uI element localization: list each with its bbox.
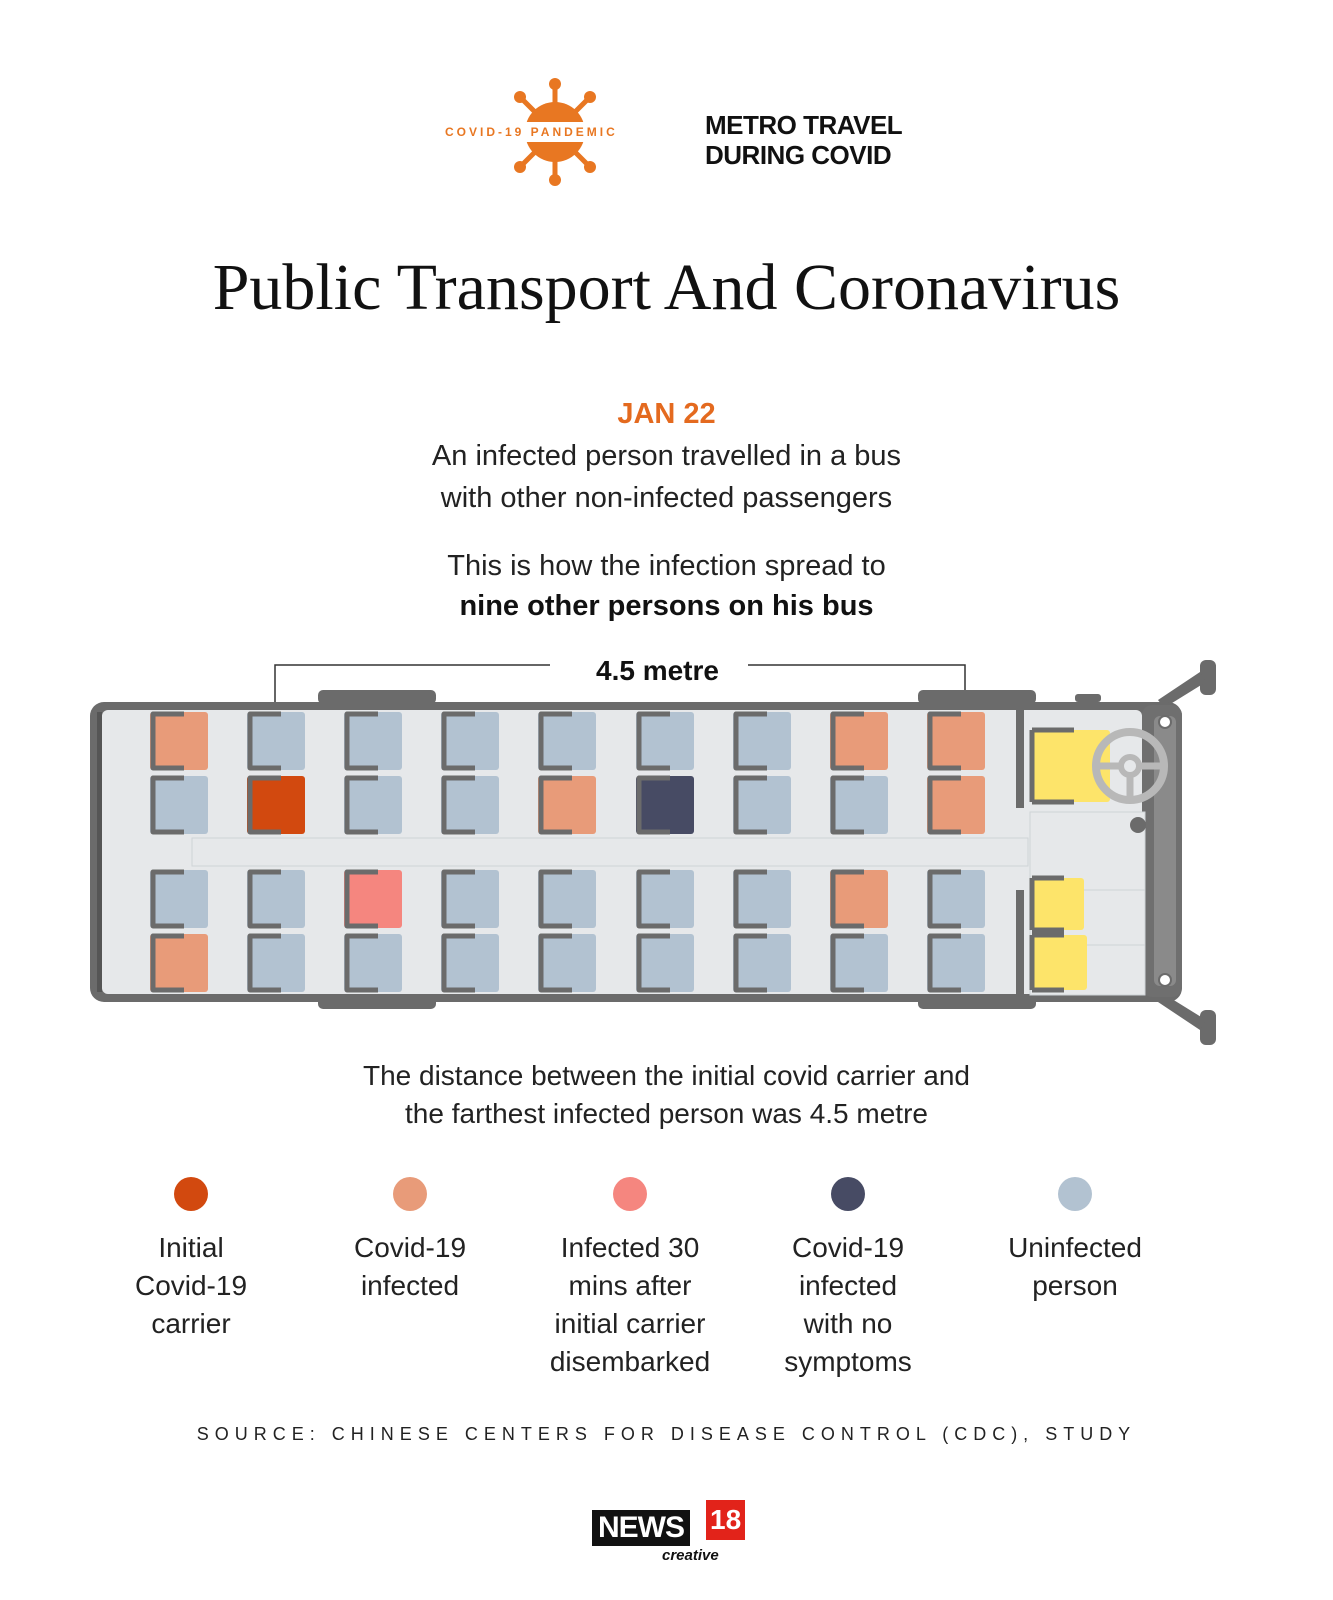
seat-uninfected <box>538 934 596 992</box>
seat-uninfected <box>636 934 694 992</box>
seat-uninfected <box>927 934 985 992</box>
intro-line-1: An infected person travelled in a bus <box>431 440 902 472</box>
legend-label: infected <box>798 1270 898 1301</box>
legend-label: infected <box>360 1270 460 1301</box>
series-title-line2: DURING COVID <box>705 140 892 170</box>
seat-infected_30 <box>344 870 402 928</box>
legend-dot-infected-30 <box>613 1177 647 1211</box>
seat-infected <box>538 776 596 834</box>
seat-uninfected <box>344 934 402 992</box>
legend-item-uninfected <box>965 1177 1185 1305</box>
legend-label: initial carrier <box>554 1308 706 1339</box>
legend-label: Covid-19 <box>791 1232 905 1263</box>
seat-infected <box>927 712 985 770</box>
legend-label: disembarked <box>549 1346 711 1377</box>
logo-number: 18 <box>706 1500 745 1540</box>
seat-infected <box>830 870 888 928</box>
bus-diagram <box>0 660 1333 1060</box>
legend-dot-infected <box>393 1177 427 1211</box>
legend-item-asymptomatic <box>738 1177 958 1381</box>
spread-line-2: nine other persons on his bus <box>459 590 874 622</box>
seat-uninfected <box>344 776 402 834</box>
page-title: Public Transport And Coronavirus <box>212 251 1121 324</box>
legend-dot-asymptomatic <box>831 1177 865 1211</box>
logo-tagline: creative <box>662 1547 719 1564</box>
seat-infected <box>150 934 208 992</box>
seat-uninfected <box>636 870 694 928</box>
distance-label: 4.5 metre <box>596 655 719 686</box>
seat-uninfected <box>830 776 888 834</box>
intro-line-2: with other non-infected passengers <box>440 482 893 514</box>
legend-label: mins after <box>568 1270 692 1301</box>
legend-label: Covid-19 <box>353 1232 467 1263</box>
seat-uninfected <box>247 934 305 992</box>
front-seat-2 <box>1032 935 1087 990</box>
caption-line-2: the farthest infected person was 4.5 metre <box>405 1098 928 1129</box>
seat-uninfected <box>733 934 791 992</box>
legend-item-carrier <box>81 1177 301 1343</box>
logo-news: NEWS <box>592 1510 690 1546</box>
legend-dot-carrier <box>174 1177 208 1211</box>
seat-uninfected <box>150 870 208 928</box>
seat-uninfected <box>441 776 499 834</box>
seat-uninfected <box>247 870 305 928</box>
legend-label: Infected 30 <box>560 1232 700 1263</box>
seat-uninfected <box>733 712 791 770</box>
event-date: JAN 22 <box>617 398 716 430</box>
legend-label: Initial <box>158 1232 224 1263</box>
series-title <box>705 110 902 170</box>
seat-asymptomatic <box>636 776 694 834</box>
seat-uninfected <box>830 934 888 992</box>
legend-label: carrier <box>151 1308 231 1339</box>
seat-uninfected <box>344 712 402 770</box>
seat-uninfected <box>441 712 499 770</box>
seat-uninfected <box>927 870 985 928</box>
seat-uninfected <box>733 776 791 834</box>
legend-label: Covid-19 <box>134 1270 248 1301</box>
seat-uninfected <box>636 712 694 770</box>
seat-infected <box>927 776 985 834</box>
source-note: SOURCE: CHINESE CENTERS FOR DISEASE CONTROL (CDC), STUDY <box>196 1424 1137 1444</box>
legend-label: person <box>1032 1270 1118 1301</box>
spread-line-1: This is how the infection spread to <box>447 550 886 582</box>
legend-label: symptoms <box>784 1346 912 1377</box>
seat-uninfected <box>538 870 596 928</box>
seat-uninfected <box>441 870 499 928</box>
seat-uninfected <box>733 870 791 928</box>
legend-item-infected <box>300 1177 520 1305</box>
series-title-line1: METRO TRAVEL <box>705 110 903 140</box>
seat-carrier <box>247 776 305 834</box>
caption-line-1: The distance between the initial covid carrier and <box>362 1060 970 1091</box>
legend-label: Uninfected <box>1008 1232 1142 1263</box>
pandemic-badge: COVID-19 PANDEMIC <box>445 125 618 139</box>
seat-uninfected <box>150 776 208 834</box>
front-seat-1 <box>1032 878 1084 930</box>
seat-infected <box>830 712 888 770</box>
seat-infected <box>150 712 208 770</box>
legend-dot-uninfected <box>1058 1177 1092 1211</box>
seat-uninfected <box>247 712 305 770</box>
seat-uninfected <box>441 934 499 992</box>
legend-label: with no <box>803 1308 893 1339</box>
seat-uninfected <box>538 712 596 770</box>
legend-item-infected-30 <box>520 1177 740 1381</box>
